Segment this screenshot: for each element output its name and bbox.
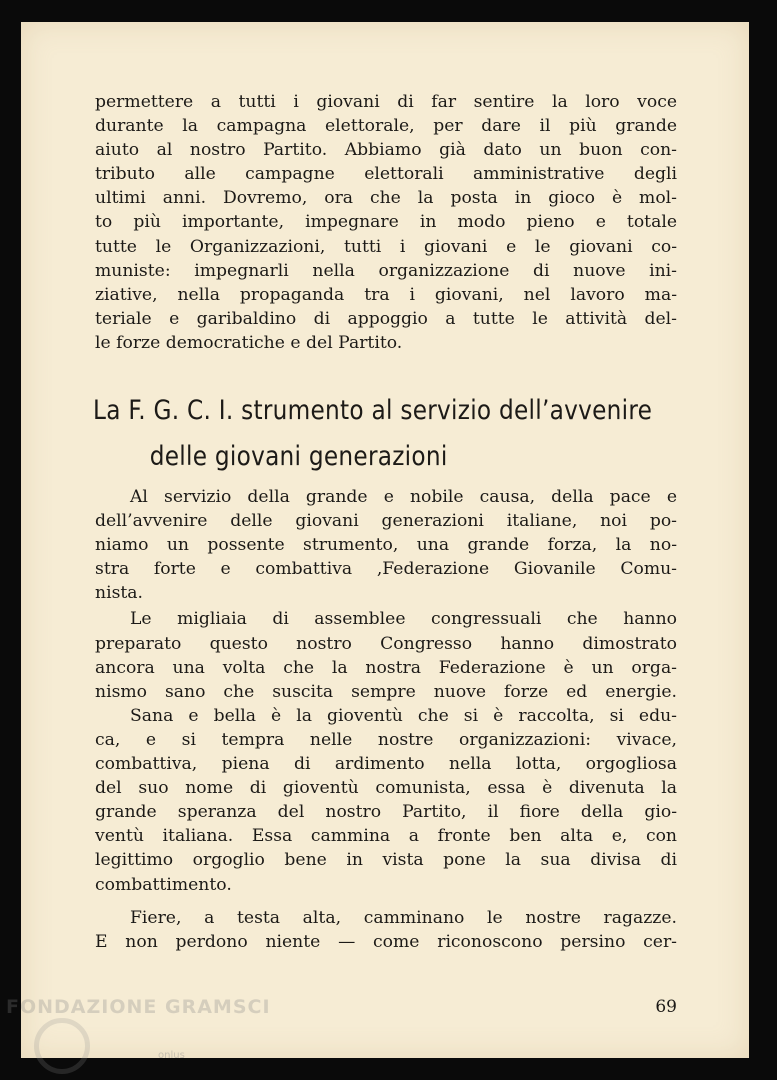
text-line: Fiere, a testa alta, camminano le nostre ragazze. xyxy=(130,907,677,928)
text-line: legittimo orgoglio bene in vista pone la sua divisa di xyxy=(95,850,677,871)
text-line: Le migliaia di assemblee congressuali che hanno xyxy=(130,609,677,630)
text-line: niamo un possente strumento, una grande forza, la no- xyxy=(95,535,677,556)
text-line: permettere a tutti i giovani di far sentire la loro voce xyxy=(95,92,677,112)
text-line: tributo alle campagne elettorali amministrative degli xyxy=(95,164,677,185)
text-line: Sana e bella è la gioventù che si è raccolta, si edu- xyxy=(130,705,677,726)
watermark: FONDAZIONE GRAMSCI xyxy=(6,996,271,1018)
watermark-sub: onlus xyxy=(158,1050,185,1061)
text-line: ca, e si tempra nelle nostre organizzazioni: vivace, xyxy=(95,729,677,750)
text-line: grande speranza del nostro Partito, il fiore della gio- xyxy=(95,802,677,823)
text-line: to più importante, impegnare in modo pieno e totale xyxy=(95,212,677,233)
body-text xyxy=(95,485,677,954)
text-line: preparato questo nostro Congresso hanno dimostrato xyxy=(95,633,677,654)
text-line: ancora una volta che la nostra Federazione è un orga- xyxy=(95,657,677,678)
text-line: del suo nome di gioventù comunista, essa è divenuta la xyxy=(95,778,677,799)
intro-paragraph xyxy=(95,90,677,355)
text-line: combattimento. xyxy=(95,874,232,895)
section-heading-text xyxy=(93,390,653,478)
text-line: ultimi anni. Dovremo, ora che la posta in gioco è mol- xyxy=(95,188,677,209)
text-line: nista. xyxy=(95,583,144,604)
text-line: nismo sano che suscita sempre nuove forze ed energie. xyxy=(95,681,677,702)
heading-line-1: La F. G. C. I. strumento al servizio dell’avvenire xyxy=(93,395,653,426)
text-line: tutte le Organizzazioni, tutti i giovani e le giovani co- xyxy=(95,236,677,257)
text-line: ventù italiana. Essa cammina a fronte ben alta e, con xyxy=(95,826,677,847)
watermark-logo-icon xyxy=(34,1018,90,1074)
text-line: le forze democratiche e del Partito. xyxy=(95,332,403,353)
heading-line-2: delle giovani generazioni xyxy=(149,441,448,472)
text-line: E non perdono niente — come riconoscono persino cer- xyxy=(95,931,677,952)
text-line: muniste: impegnarli nella organizzazione di nuove ini- xyxy=(95,260,677,281)
document-page xyxy=(21,22,749,1058)
text-line: teriale e garibaldino di appoggio a tutte le attività del- xyxy=(95,308,677,329)
text-line: combattiva, piena di ardimento nella lotta, orgogliosa xyxy=(95,754,677,775)
text-line: aiuto al nostro Partito. Abbiamo già dato un buon con- xyxy=(95,140,677,161)
text-line: Al servizio della grande e nobile causa, della pace e xyxy=(130,487,677,507)
text-line: durante la campagna elettorale, per dare il più grande xyxy=(95,116,677,137)
text-line: stra forte e combattiva ,Federazione Giovanile Comu- xyxy=(95,559,677,580)
page-number: 69 xyxy=(655,997,677,1017)
text-line: dell’avvenire delle giovani generazioni italiane, noi po- xyxy=(95,511,677,532)
text-line: ziative, nella propaganda tra i giovani, nel lavoro ma- xyxy=(95,284,677,305)
